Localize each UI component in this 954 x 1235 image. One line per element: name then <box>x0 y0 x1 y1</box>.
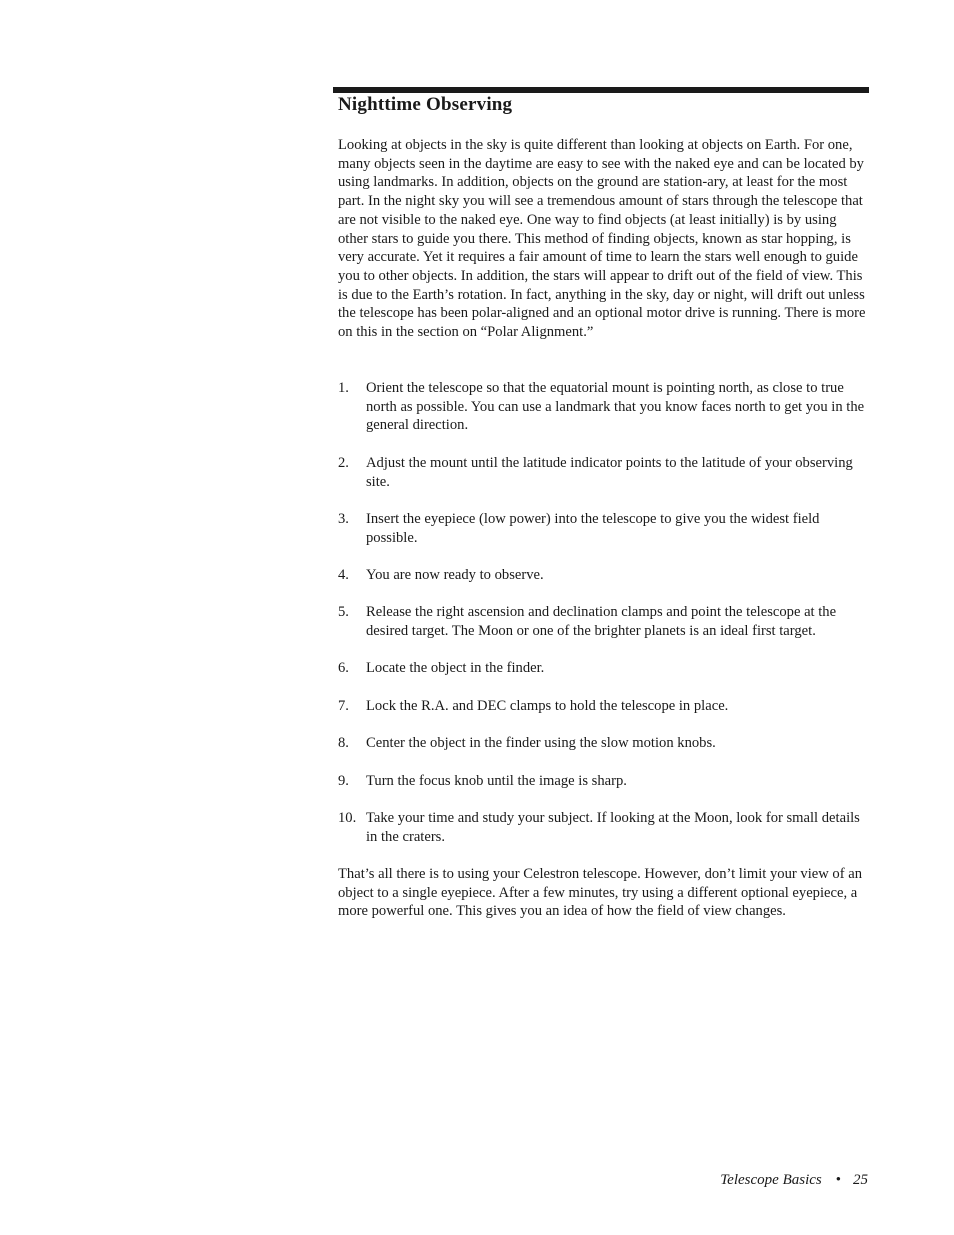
step-number: 4. <box>338 566 349 583</box>
step-number: 6. <box>338 660 349 677</box>
section-rule <box>333 87 869 93</box>
page-number: 25 <box>853 1172 868 1188</box>
step-text: Turn the focus knob until the image is sharp. <box>366 772 627 789</box>
step-number: 2. <box>338 454 349 471</box>
step-text: Release the right ascension and declination clamps and point the telescope at the desired target. The Moon or one of the brighter planets is an ideal first target. <box>366 604 837 640</box>
step-number: 8. <box>338 735 349 752</box>
list-item <box>338 566 872 585</box>
step-text: Center the object in the finder using the slow motion knobs. <box>366 735 716 752</box>
step-text: You are now ready to observe. <box>366 566 544 583</box>
list-item <box>338 603 872 640</box>
list-item <box>338 697 872 716</box>
list-item <box>338 772 872 791</box>
page-footer <box>720 1172 868 1189</box>
steps-list <box>338 379 872 865</box>
step-number: 3. <box>338 510 349 527</box>
step-text: Take your time and study your subject. If looking at the Moon, look for small details in the craters. <box>366 810 860 845</box>
footer-bullet: • <box>835 1172 841 1188</box>
step-number: 10. <box>338 810 357 827</box>
list-item <box>338 809 872 846</box>
list-item <box>338 659 872 678</box>
intro-paragraph: Looking at objects in the sky is quite different than looking at objects on Earth. For one, many objects seen in the daytime are easy to see with the naked eye and can be located by using landmarks. In addition, objects on the ground are station-ary, at least for the most part. In the night sky you will see a tremendous amount of stars through the telescope that are not visible to the naked eye. One way to find objects (at least initially) is by using other stars to guide you there. This method of finding objects, known as star hopping, is very accurate. Yet it requires a fair amount of time to learn the stars well enough to guide you to other objects. In addition, the stars will appear to drift out of the field of view. This is due to the Earth’s rotation. In fact, anything in the sky, day or night, will drift out unless the telescope has been polar-aligned and an optional motor drive is running. There is more on this in the section on “Polar Alignment.” <box>338 137 866 341</box>
step-number: 5. <box>338 604 349 621</box>
step-text: Orient the telescope so that the equatorial mount is pointing north, as close to true north as possible. You can use a landmark that you know faces north to get you in the general direction. <box>366 380 865 434</box>
section-title: Nighttime Observing <box>338 94 513 115</box>
list-item <box>338 510 872 547</box>
list-item <box>338 734 872 753</box>
list-item <box>338 379 872 435</box>
step-text: Adjust the mount until the latitude indicator points to the latitude of your observing site. <box>366 454 853 490</box>
closing-paragraph: That’s all there is to using your Celestron telescope. However, don’t limit your view of an object to a single eyepiece. After a few minutes, try using a different optional eyepiece, a more powerful one. This gives you an idea of how the field of view changes. <box>338 866 862 920</box>
list-item <box>338 454 872 491</box>
step-number: 1. <box>338 380 349 396</box>
step-number: 9. <box>338 772 349 789</box>
step-text: Insert the eyepiece (low power) into the telescope to give you the widest field possible. <box>366 510 820 546</box>
step-text: Lock the R.A. and DEC clamps to hold the telescope in place. <box>366 697 729 714</box>
step-number: 7. <box>338 697 349 714</box>
footer-chapter: Telescope Basics <box>720 1172 822 1188</box>
step-text: Locate the object in the finder. <box>366 660 545 677</box>
